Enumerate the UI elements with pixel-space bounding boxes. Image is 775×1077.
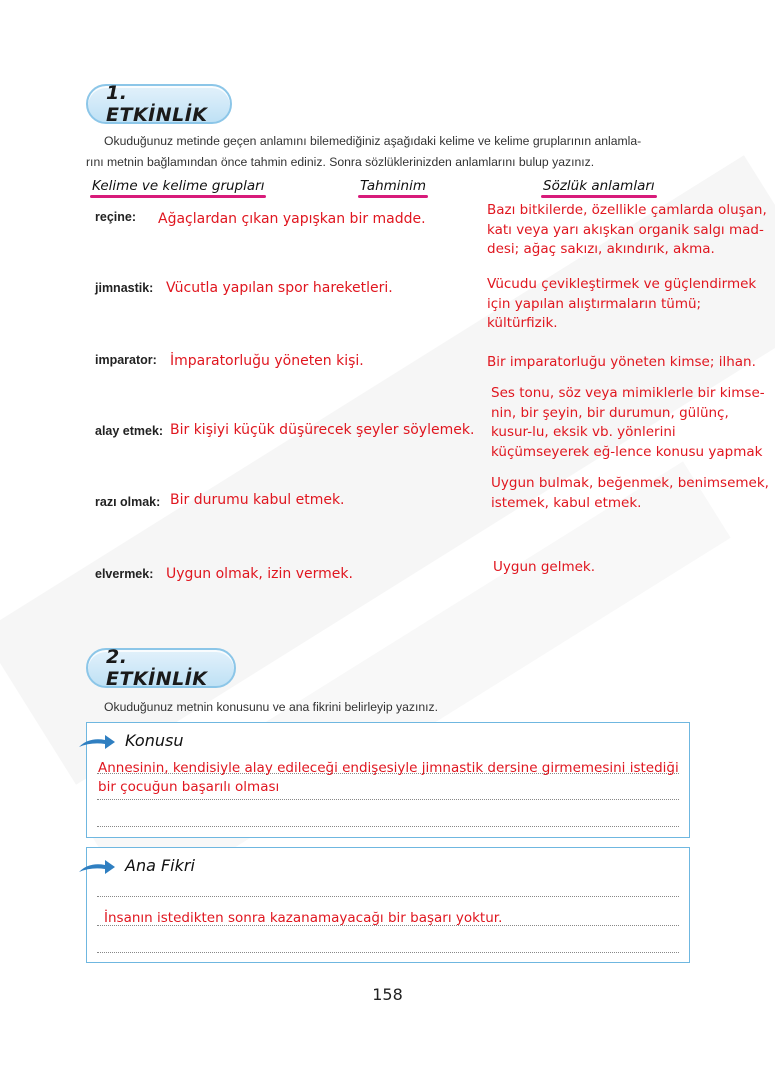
activity1-instruction — [86, 131, 696, 173]
term-jimnastik: jimnastik: — [95, 281, 154, 295]
arrow-icon — [79, 733, 115, 751]
activity1-instruction-line2: rını metnin bağlamından önce tahmin ediniz. Sonra sözlüklerinizden anlamlarını bulup yazınız. — [86, 155, 595, 169]
dictionary-imparator: Bir imparatorluğu yöneten kimse; ilhan. — [487, 354, 756, 370]
answer-line — [97, 799, 679, 800]
dictionary-razi-olmak: Uygun bulmak, beğenmek, benimsemek, istemek, kabul etmek. — [491, 475, 769, 511]
subject-answer-line2: bir çocuğun başarılı olması — [98, 779, 280, 795]
guess-jimnastik: Vücutla yapılan spor hareketleri. — [166, 280, 393, 296]
activity1-instruction-line1: Okuduğunuz metinde geçen anlamını bilemediğiniz aşağıdaki kelime ve kelime gruplarının anlamla- — [104, 134, 642, 148]
subject-box — [86, 722, 690, 838]
subject-label: Konusu — [125, 731, 184, 750]
answer-line — [97, 896, 679, 897]
guess-recine: Ağaçlardan çıkan yapışkan bir madde. — [158, 211, 426, 227]
term-recine: reçine: — [95, 210, 136, 224]
header-dictionary: Sözlük anlamları — [543, 178, 655, 194]
activity2-title-badge — [86, 648, 236, 688]
guess-razi-olmak: Bir durumu kabul etmek. — [170, 492, 345, 508]
guess-elvermek: Uygun olmak, izin vermek. — [166, 566, 353, 582]
guess-imparator: İmparatorluğu yöneten kişi. — [170, 353, 364, 369]
subject-answer-line1: Annesinin, kendisiyle alay edileceği endişesiyle jimnastik dersine girmemesini istediği — [98, 760, 679, 776]
guess-alay-etmek: Bir kişiyi küçük düşürecek şeyler söylemek. — [170, 422, 475, 438]
page-number: 158 — [372, 985, 403, 1004]
activity1-title: 1. ETKİNLİK — [106, 82, 208, 126]
dictionary-recine: Bazı bitkilerde, özellikle çamlarda oluşan, katı veya yarı akışkan organik salgı mad-desi; ağaç sakızı, akındırık, akma. — [487, 202, 767, 257]
activity2-instruction: Okuduğunuz metnin konusunu ve ana fikrini belirleyip yazınız. — [104, 700, 438, 714]
main-idea-answer: İnsanın istedikten sonra kazanamayacağı bir başarı yoktur. — [104, 910, 503, 926]
header-guess: Tahminim — [360, 178, 427, 194]
dictionary-alay-etmek: Ses tonu, söz veya mimiklerle bir kimse-nin, bir şeyin, bir durumun, gülünç, kusur-lu, eksik vb. yönlerini küçümseyerek eğ-lence konusu yapmak — [491, 385, 765, 460]
header-words: Kelime ve kelime grupları — [92, 178, 265, 194]
answer-line — [97, 952, 679, 953]
main-idea-label: Ana Fikri — [125, 856, 195, 875]
term-imparator: imparator: — [95, 353, 157, 367]
activity2-title: 2. ETKİNLİK — [106, 646, 208, 690]
dictionary-jimnastik: Vücudu çevikleştirmek ve güçlendirmek için yapılan alıştırmaların tümü; kültürfizik. — [487, 276, 757, 331]
arrow-icon — [79, 858, 115, 876]
activity1-title-badge — [86, 84, 232, 124]
term-razi-olmak: razı olmak: — [95, 495, 161, 509]
answer-line — [97, 826, 679, 827]
main-idea-box — [86, 847, 690, 963]
term-elvermek: elvermek: — [95, 567, 154, 581]
dictionary-elvermek: Uygun gelmek. — [493, 559, 596, 575]
term-alay-etmek: alay etmek: — [95, 424, 164, 438]
